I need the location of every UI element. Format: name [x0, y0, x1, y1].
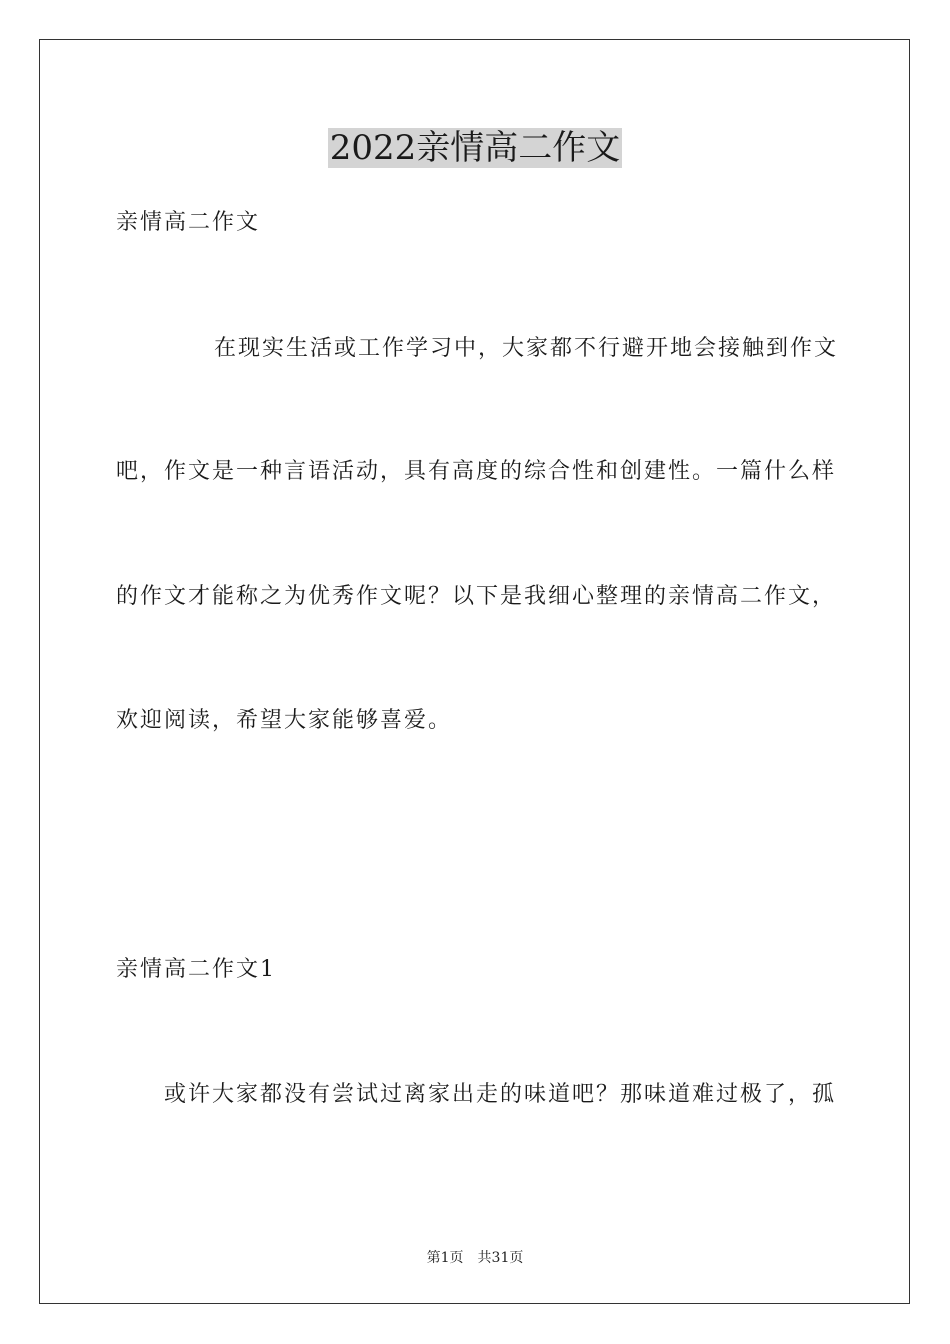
document-subtitle: 亲情高二作文 [116, 210, 261, 235]
intro-line-3: 的作文才能称之为优秀作文呢？以下是我细心整理的亲情高二作文， [116, 584, 837, 609]
document-title-text: 2022亲情高二作文 [329, 128, 621, 168]
page-number: 第1页 [426, 1250, 464, 1266]
intro-line-1: 在现实生活或工作学习中，大家都不行避开地会接触到作文 [214, 336, 839, 361]
page-total: 共31页 [477, 1250, 524, 1266]
page-footer [0, 1248, 950, 1268]
section-heading: 亲情高二作文1 [116, 957, 276, 982]
intro-line-4: 欢迎阅读，希望大家能够喜爱。 [116, 708, 453, 733]
section-line-1: 或许大家都没有尝试过离家出走的味道吧？那味道难过极了，孤 [164, 1082, 837, 1107]
document-title [0, 122, 950, 174]
intro-line-2: 吧，作文是一种言语活动，具有高度的综合性和创建性。一篇什么样 [116, 459, 837, 484]
